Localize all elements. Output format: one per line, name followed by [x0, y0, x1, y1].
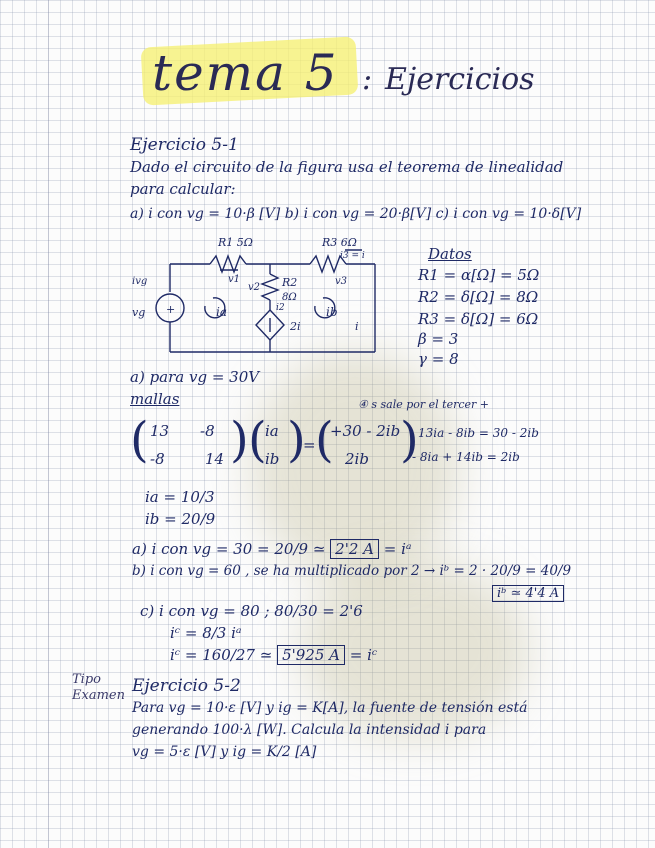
exercise-2-line: generando 100·λ [W]. Calcula la intensidad i para — [132, 722, 487, 738]
i-label: i — [355, 320, 359, 333]
r2-label: R2 — [282, 276, 298, 289]
answer-a-suffix: = iᵃ — [383, 540, 412, 558]
vg-label: vg — [132, 306, 146, 319]
answer-c-text: iᶜ = 160/27 ≃ — [170, 646, 273, 664]
matrix-entry: -8 — [150, 450, 165, 468]
matrix-entry: 13 — [150, 422, 170, 440]
exercise-1-parts: a) i con vg = 10·β [V] b) i con vg = 20·β[V] c) i con vg = 10·δ[V] — [130, 206, 582, 222]
datos-line: γ = 8 — [418, 350, 459, 368]
exam-tag: Examen — [72, 688, 125, 703]
i2-label: i2 — [276, 303, 285, 313]
datos-title: Datos — [428, 245, 472, 263]
datos-line: R3 = δ[Ω] = 6Ω — [418, 310, 539, 328]
matrix-unknown: ib — [265, 450, 280, 468]
part-a-heading: a) para vg = 30V — [130, 368, 260, 386]
datos-line: R2 = δ[Ω] = 8Ω — [418, 288, 539, 306]
answer-a-box: 2'2 A — [330, 539, 379, 559]
exercise-2-heading: Ejercicio 5-2 — [132, 676, 241, 696]
note: ④ s sale por el tercer + — [358, 398, 490, 411]
answer-c-line: iᶜ = 8/3 iᵃ — [170, 624, 242, 642]
exercise-1-heading: Ejercicio 5-1 — [130, 135, 239, 155]
exercise-1-statement-line: para calcular: — [130, 180, 236, 198]
ia-value: ia = 10/3 — [145, 488, 215, 506]
r1-label: R1 5Ω — [218, 236, 253, 249]
source-label: 2i — [290, 320, 301, 333]
matrix-rhs: +30 - 2ib — [330, 422, 401, 440]
bracket: ) — [230, 412, 249, 468]
matrix-rhs: 2ib — [345, 450, 369, 468]
mallas-label: mallas — [130, 390, 180, 408]
v2-label: v2 — [248, 282, 261, 293]
title-separator: : — [362, 62, 373, 97]
page-title: tema 5 — [152, 44, 339, 102]
exam-tag: Tipo — [72, 672, 101, 687]
v1-label: v1 — [228, 274, 241, 285]
i3-label: i3 = i — [340, 251, 365, 261]
circuit-diagram — [130, 230, 390, 360]
bracket: ( — [315, 412, 334, 468]
bracket: ) — [287, 412, 306, 468]
matrix-entry: -8 — [200, 422, 215, 440]
bracket: ( — [248, 412, 267, 468]
ivg-label: ivg — [132, 276, 148, 287]
plus-sign: + — [166, 303, 176, 316]
answer-a-text: a) i con vg = 30 = 20/9 ≃ — [132, 540, 326, 558]
equals-sign: = — [303, 436, 316, 454]
answer-c-suffix: = iᶜ — [349, 646, 378, 664]
ia-label: ia — [216, 305, 227, 319]
page-subtitle: Ejercicios — [385, 62, 535, 97]
answer-c-line: c) i con vg = 80 ; 80/30 = 2'6 — [140, 602, 363, 620]
v3-label: v3 — [335, 276, 348, 287]
answer-a — [132, 540, 412, 558]
equation-line: - 8ia + 14ib = 2ib — [412, 450, 520, 464]
r2-value: 8Ω — [282, 292, 297, 303]
ib-label: ib — [326, 305, 338, 319]
bracket: ( — [130, 412, 149, 468]
matrix-entry: 14 — [205, 450, 225, 468]
margin-line — [48, 0, 49, 848]
equation-line: 13ia - 8ib = 30 - 2ib — [418, 426, 539, 440]
matrix-unknown: ia — [265, 422, 279, 440]
answer-c-box: 5'925 A — [277, 645, 345, 665]
ib-value: ib = 20/9 — [145, 510, 216, 528]
resistor-r2 — [262, 274, 278, 300]
r3-label: R3 6Ω — [322, 236, 357, 249]
datos-line: R1 = α[Ω] = 5Ω — [418, 266, 540, 284]
answer-c — [170, 646, 377, 664]
bracket: ) — [400, 412, 419, 468]
answer-b-box: iᵇ ≃ 4'4 A — [492, 585, 564, 602]
exercise-2-line: Para vg = 10·ε [V] y ig = K[A], la fuente de tensión está — [132, 700, 528, 716]
exercise-1-statement-line: Dado el circuito de la figura usa el teorema de linealidad — [130, 158, 564, 176]
datos-line: β = 3 — [418, 330, 459, 348]
exercise-2-line: vg = 5·ε [V] y ig = K/2 [A] — [132, 744, 317, 760]
answer-b: b) i con vg = 60 , se ha multiplicado por 2 → iᵇ = 2 · 20/9 = 40/9 — [132, 563, 572, 579]
